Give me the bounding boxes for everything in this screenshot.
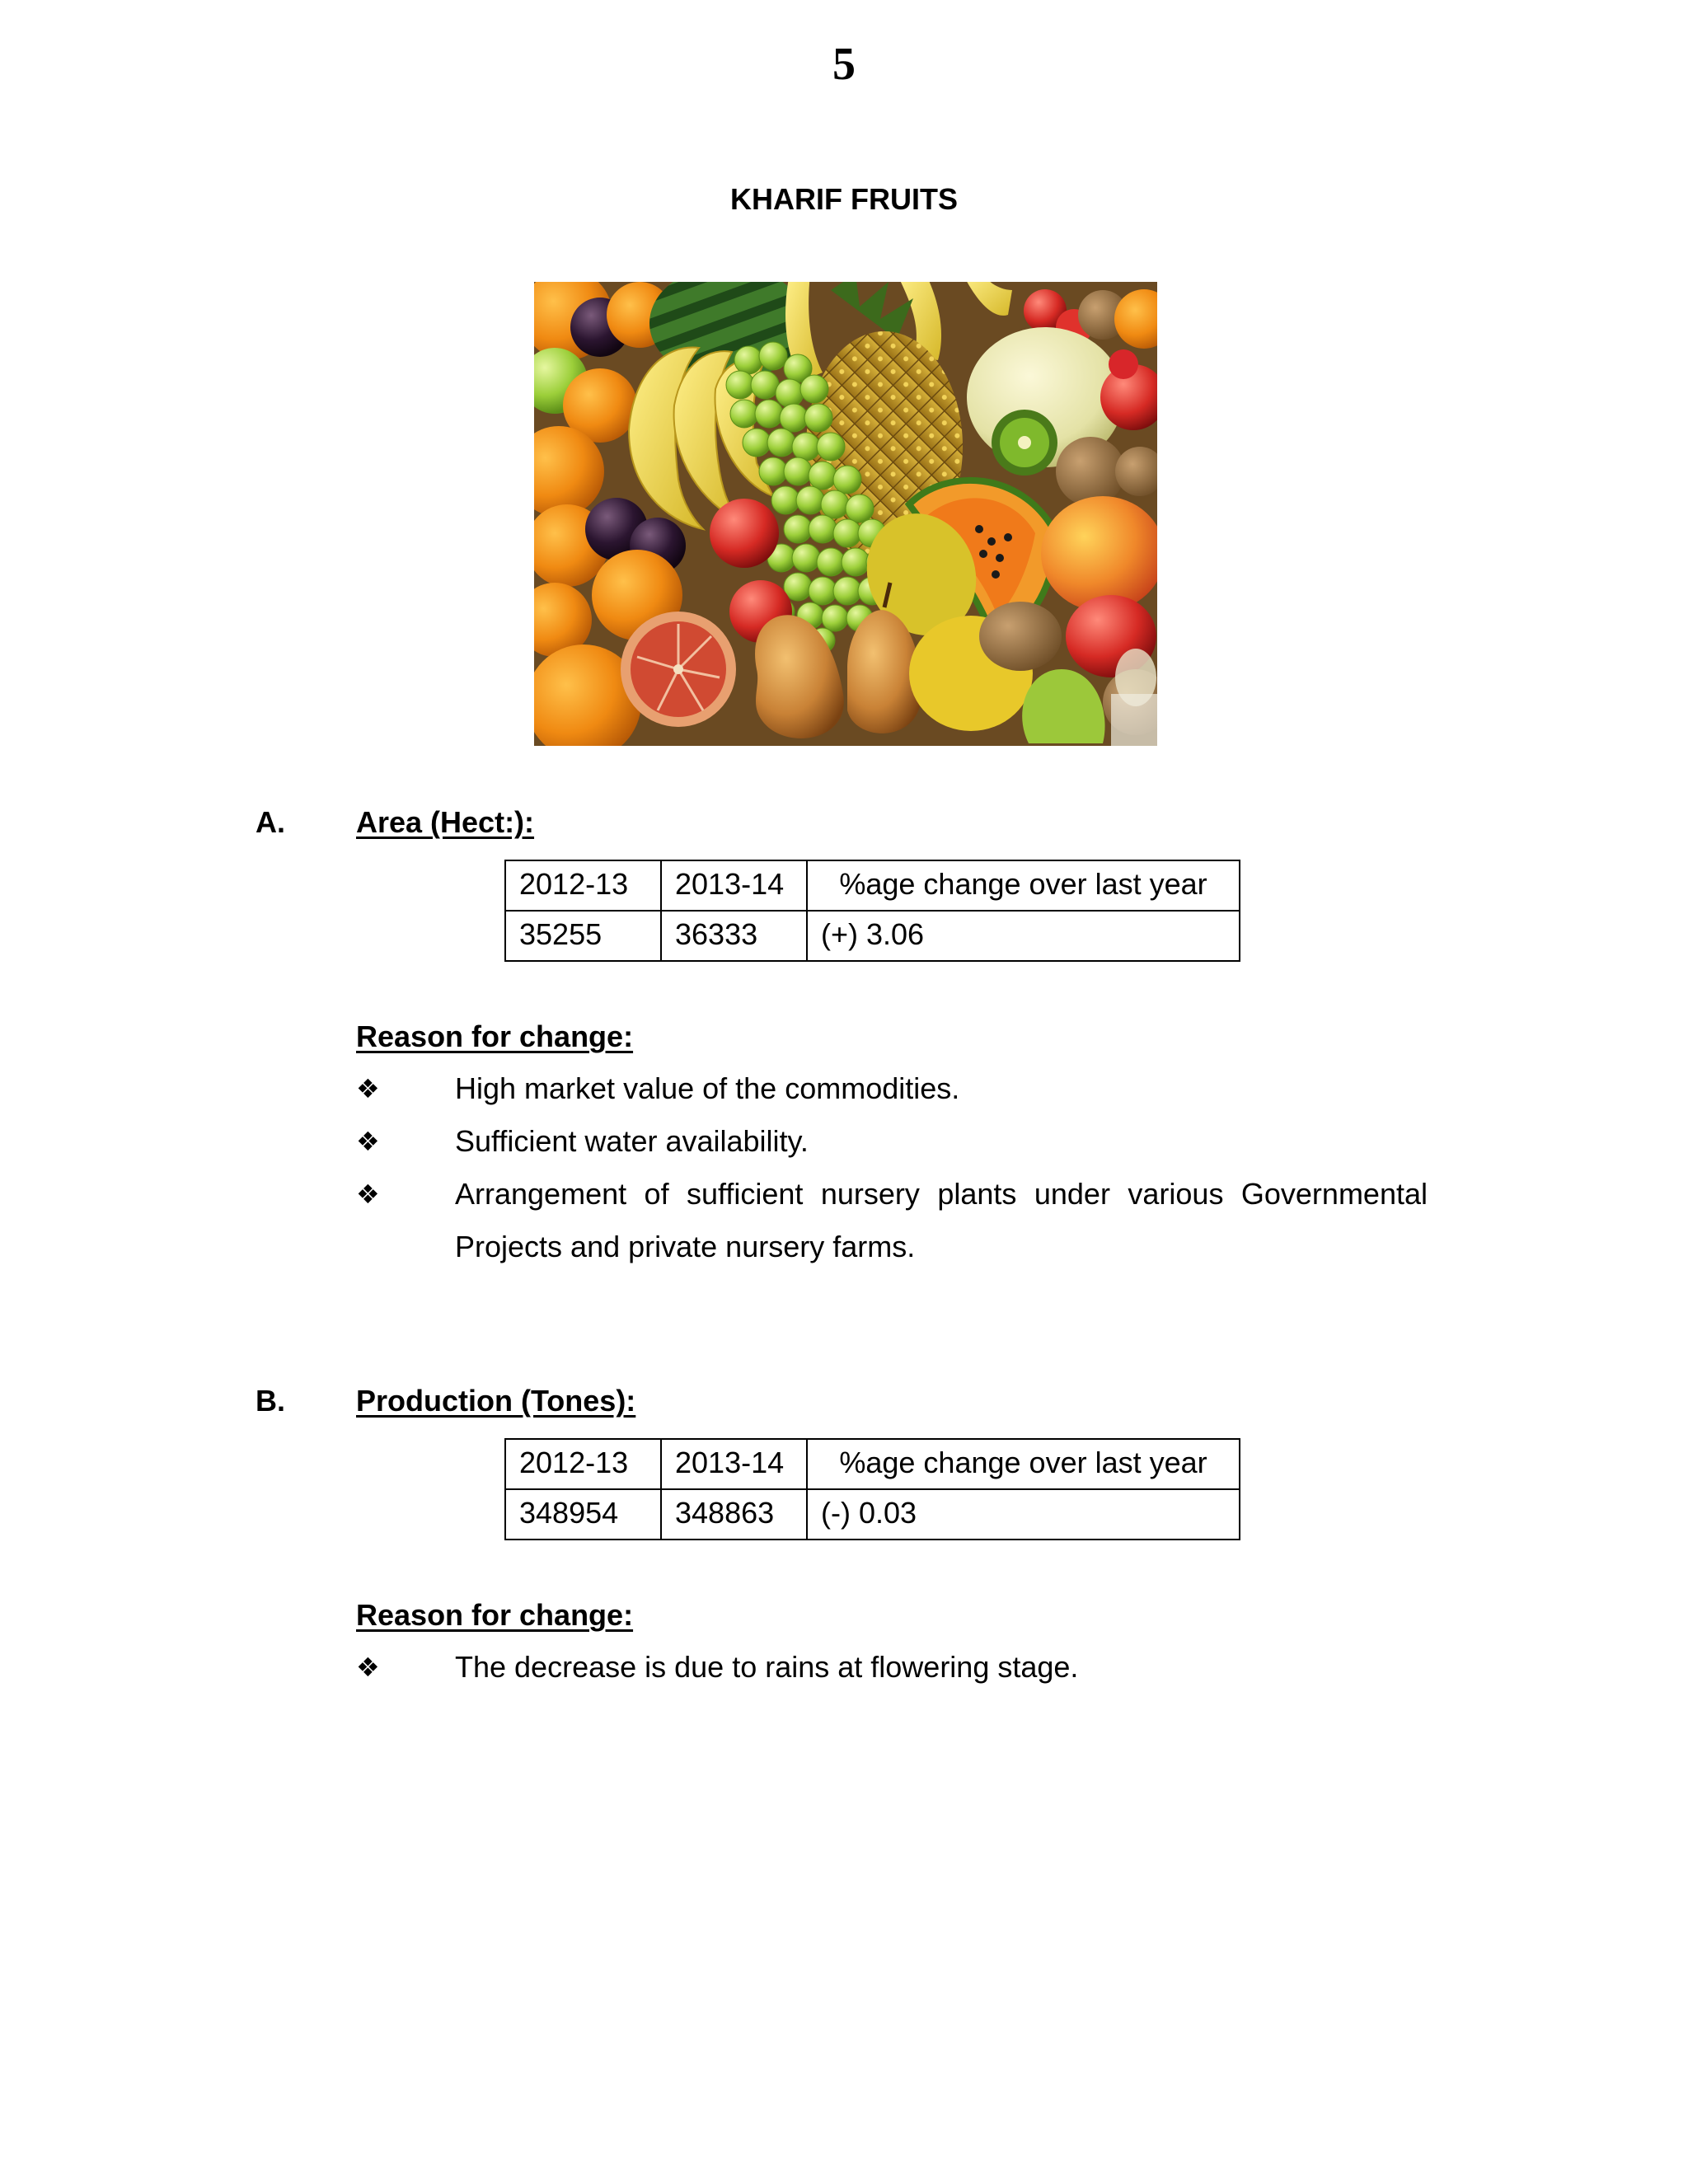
table-header-cell: 2012-13 [505, 1439, 661, 1489]
page-title: KHARIF FRUITS [730, 182, 958, 216]
section-b-heading: Production (Tones): [356, 1384, 636, 1418]
table-cell: 36333 [661, 911, 807, 961]
table-header-cell: 2013-14 [661, 860, 807, 911]
table-cell: 348863 [661, 1489, 807, 1540]
section-a-reason-item: Sufficient water availability. [455, 1124, 809, 1158]
section-a-bullet-icon: ❖ [356, 1179, 380, 1210]
fruit-photo-drawing [534, 282, 1157, 746]
page-number: 5 [832, 39, 856, 90]
section-b-reason-heading: Reason for change: [356, 1598, 634, 1632]
table-header-row [505, 1439, 1240, 1489]
table-row [505, 911, 1240, 961]
table-header-cell: %age change over last year [807, 1439, 1240, 1489]
section-b-reason-item: The decrease is due to rains at flowering stage. [455, 1650, 1079, 1684]
section-a-reason-item: High market value of the commodities. [455, 1071, 960, 1105]
section-a-bullet-icon: ❖ [356, 1073, 380, 1104]
table-cell: (+) 3.06 [807, 911, 1240, 961]
table-header-row [505, 860, 1240, 911]
table-cell: 35255 [505, 911, 661, 961]
section-b-bullet-icon: ❖ [356, 1652, 380, 1683]
table-header-cell: 2012-13 [505, 860, 661, 911]
table-row [505, 1489, 1240, 1540]
fruit-assortment-photo [534, 282, 1157, 746]
table-header-cell: 2013-14 [661, 1439, 807, 1489]
section-b-letter: B. [256, 1384, 285, 1418]
area-table [504, 860, 1240, 962]
section-a-heading: Area (Hect:): [356, 805, 535, 839]
section-a-letter: A. [256, 805, 285, 839]
section-a-reason-heading: Reason for change: [356, 1019, 634, 1053]
table-header-cell: %age change over last year [807, 860, 1240, 911]
section-a-reason-item: Arrangement of sufficient nursery plants under various Governmental Projects and private nursery farms. [455, 1177, 1428, 1263]
table-cell: (-) 0.03 [807, 1489, 1240, 1540]
production-table [504, 1438, 1240, 1540]
table-cell: 348954 [505, 1489, 661, 1540]
section-a-bullet-icon: ❖ [356, 1126, 380, 1157]
